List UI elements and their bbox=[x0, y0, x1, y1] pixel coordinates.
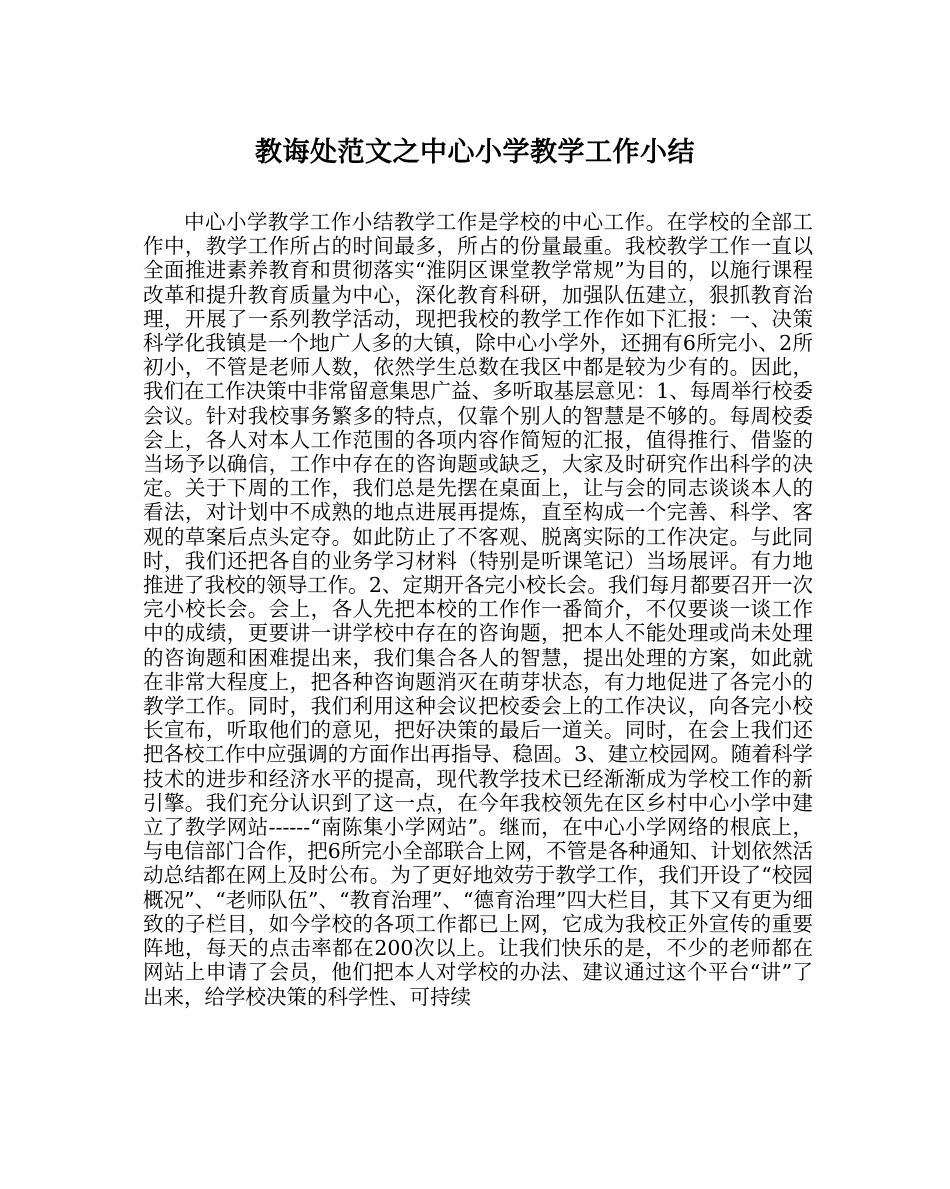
document-body-paragraph: 中心小学教学工作小结教学工作是学校的中心工作。在学校的全部工作中，教学工作所占的时间最多，所占的份量最重。我校教学工作一直以全面推进素养教育和贯彻落实“淮阴区课堂教学常规”为目的，以施行课程改革和提升教育质量为中心，深化教育科研，加强队伍建立，狠抓教育治理，开展了一系列教学活动，现把我校的教学工作作如下汇报：一、决策科学化我镇是一个地广人多的大镇，除中心小学外，还拥有6所完小、2所初小，不管是老师人数，依然学生总数在我区中都是较为少有的。因此，我们在工作决策中非常留意集思广益、多听取基层意见：1、每周举行校委会议。针对我校事务繁多的特点，仅靠个别人的智慧是不够的。每周校委会上，各人对本人工作范围的各项内容作简短的汇报，值得推行、借鉴的当场予以确信，工作中存在的咨询题或缺乏，大家及时研究作出科学的决定。关于下周的工作，我们总是先摆在桌面上，让与会的同志谈谈本人的看法，对计划中不成熟的地点进展再提炼，直至构成一个完善、科学、客观的草案后点头定夺。如此防止了不客观、脱离实际的工作决定。与此同时，我们还把各自的业务学习材料（特别是听课笔记）当场展评。有力地推进了我校的领导工作。2、定期开各完小校长会。我们每月都要召开一次完小校长会。会上，各人先把本校的工作作一番简介，不仅要谈一谈工作中的成绩，更要讲一讲学校中存在的咨询题，把本人不能处理或尚未处理的咨询题和困难提出来，我们集合各人的智慧，提出处理的方案，如此就在非常大程度上，把各种咨询题消灭在萌芽状态，有力地促进了各完小的教学工作。同时，我们利用这种会议把校委会上的工作决议，向各完小校长宣布，听取他们的意见，把好决策的最后一道关。同时，在会上我们还把各校工作中应强调的方面作出再指导、稳固。3、建立校园网。随着科学技术的进步和经济水平的提高，现代教学技术已经渐渐成为学校工作的新引擎。我们充分认识到了这一点，在今年我校领先在区乡村中心小学中建立了教学网站------“南陈集小学网站”。继而，在中心小学网络的根底上，与电信部门合作，把6所完小全部联合上网，不管是各种通知、计划依然活动总结都在网上及时公布。为了更好地效劳于教学工作，我们开设了“校园概况”、“老师队伍”、“教育治理”、“德育治理”四大栏目，其下又有更为细致的子栏目，如今学校的各项工作都已上网，它成为我校正外宣传的重要阵地，每天的点击率都在200次以上。让我们快乐的是，不少的老师都在网站上申请了会员，他们把本人对学校的办法、建议通过这个平台“讲”了出来，给学校决策的科学性、可持续 bbox=[143, 210, 813, 1009]
document-title: 教诲处范文之中心小学教学工作小结 bbox=[255, 137, 695, 168]
